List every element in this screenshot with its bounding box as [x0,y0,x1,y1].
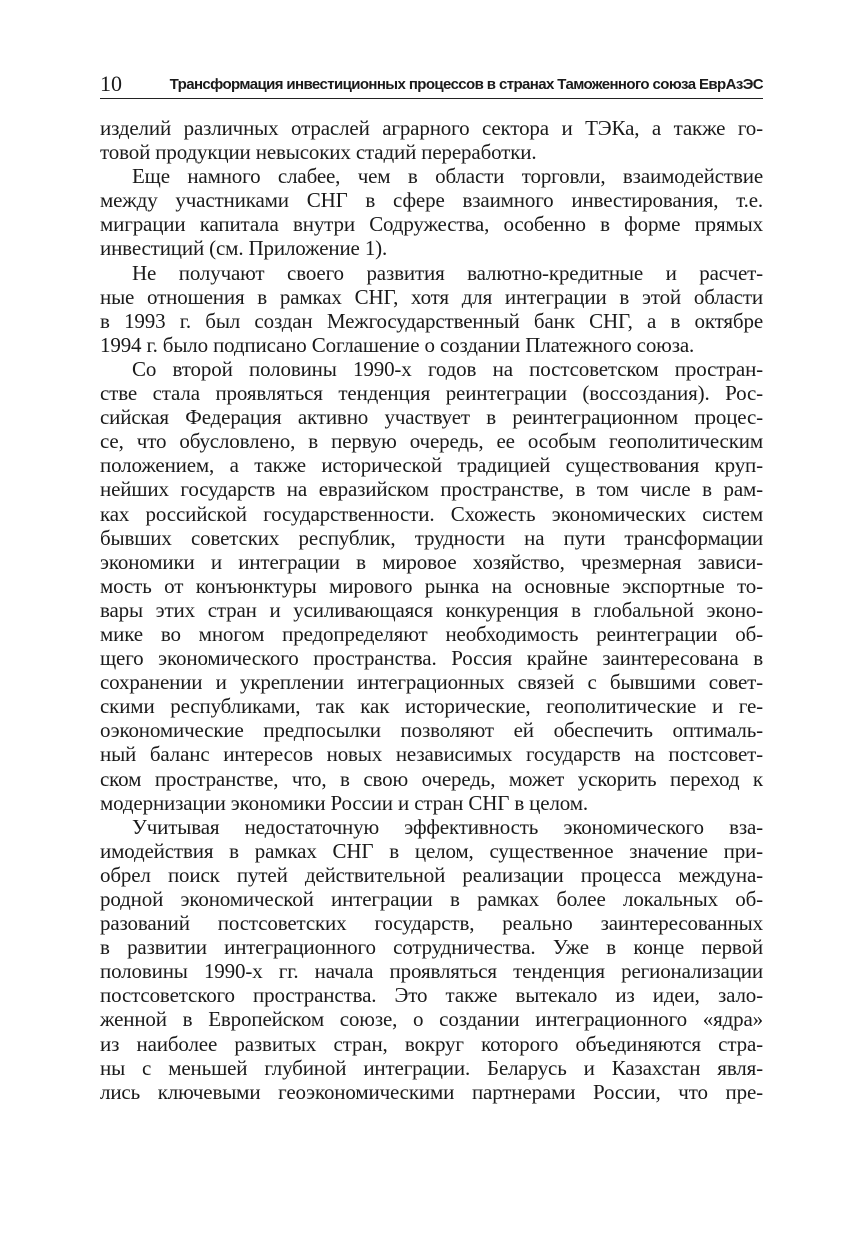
text-line: Еще намного слабее, чем в области торговли, взаимодействие [132,164,763,189]
text-line: скими республиками, так как исторические, геополитические и ге- [100,694,763,719]
text-line: оэкономические предпосылки позволяют ей обеспечить оптималь- [100,718,763,743]
text-line: мике во многом предопределяют необходимость реинтеграции об- [100,621,763,646]
text-line: ках российской государственности. Схожесть экономических систем [100,501,763,526]
paragraph [100,357,763,815]
text-line: между участниками СНГ в сфере взаимного инвестирования, т.е. [100,188,763,213]
running-title: Трансформация инвестиционных процессов в странах Таможенного союза ЕврАзЭС [169,76,763,93]
text-line: Не получают своего развития валютно-кредитные и расчет- [132,260,763,285]
text-line: Со второй половины 1990-х годов на постсоветском простран- [132,356,763,381]
text-line: щего экономического пространства. Россия крайне заинтересована в [100,646,763,671]
text-line: обрел поиск путей действительной реализации процесса междуна- [100,862,763,887]
text-line: модернизации экономики России и стран СНГ в целом. [100,790,588,815]
text-line: бывших советских республик, трудности на пути трансформации [100,525,763,550]
text-line: мость от конъюнктуры мирового рынка на основные экспортные то- [100,573,763,598]
text-line: стве стала проявляться тенденция реинтеграции (воссоздания). Рос- [100,381,763,406]
paragraph [100,164,763,260]
text-line: родной экономической интеграции в рамках более локальных об- [100,887,763,911]
text-line: инвестиций (см. Приложение 1). [100,236,388,261]
text-line: 1994 г. было подписано Соглашение о создании Платежного союза. [100,332,695,357]
paragraph [100,261,763,357]
text-line: экономики и интеграции в мировое хозяйство, чрезмерная зависи- [100,549,763,574]
text-line: ный баланс интересов новых независимых государств на постсовет- [100,742,763,767]
text-line: Учитывая недостаточную эффективность экономического вза- [132,814,763,839]
text-line: имодействия в рамках СНГ в целом, существенное значение при- [100,838,763,863]
text-line: вары этих стран и усиливающаяся конкуренция в глобальной эконо- [100,597,763,622]
running-header [100,72,763,99]
text-line: постсоветского пространства. Это также вытекало из идеи, зало- [100,983,763,1008]
text-line: товой продукции невысоких стадий переработки. [100,140,537,165]
page-number: 10 [100,71,122,96]
text-line: изделий различных отраслей аграрного сектора и ТЭКа, а также го- [100,116,763,140]
text-line: се, что обусловлено, в первую очередь, ее особым геополитическим [100,429,763,454]
text-line: нейших государств на евразийском пространстве, в том числе в рам- [100,477,763,502]
text-line: ные отношения в рамках СНГ, хотя для интеграции в этой области [100,284,763,309]
text-line: ском пространстве, что, в свою очередь, может ускорить переход к [100,766,763,791]
paragraph [100,815,763,1104]
text-line: сийская Федерация активно участвует в реинтеграционном процес- [100,405,763,430]
text-line: разований постсоветских государств, реально заинтересованных [100,911,763,936]
text-line: женной в Европейском союзе, о создании интеграционного «ядра» [100,1007,763,1032]
text-line: из наиболее развитых стран, вокруг которого объединяются стра- [100,1031,763,1056]
text-line: миграции капитала внутри Содружества, особенно в форме прямых [100,212,763,237]
text-line: в 1993 г. был создан Межгосударственный банк СНГ, а в октябре [100,308,763,333]
text-line: половины 1990-х гг. начала проявляться тенденция регионализации [100,959,763,984]
text-line: в развитии интеграционного сотрудничества. Уже в конце первой [100,935,763,960]
text-line: лись ключевыми геоэкономическими партнерами России, что пре- [100,1079,763,1104]
body-text [100,116,763,1104]
text-line: положением, а также исторической традицией существования круп- [100,453,763,478]
text-line: ны с меньшей глубиной интеграции. Беларусь и Казахстан явля- [100,1055,763,1080]
paragraph [100,116,763,164]
text-line: сохранении и укреплении интеграционных связей с бывшими совет- [100,670,763,695]
